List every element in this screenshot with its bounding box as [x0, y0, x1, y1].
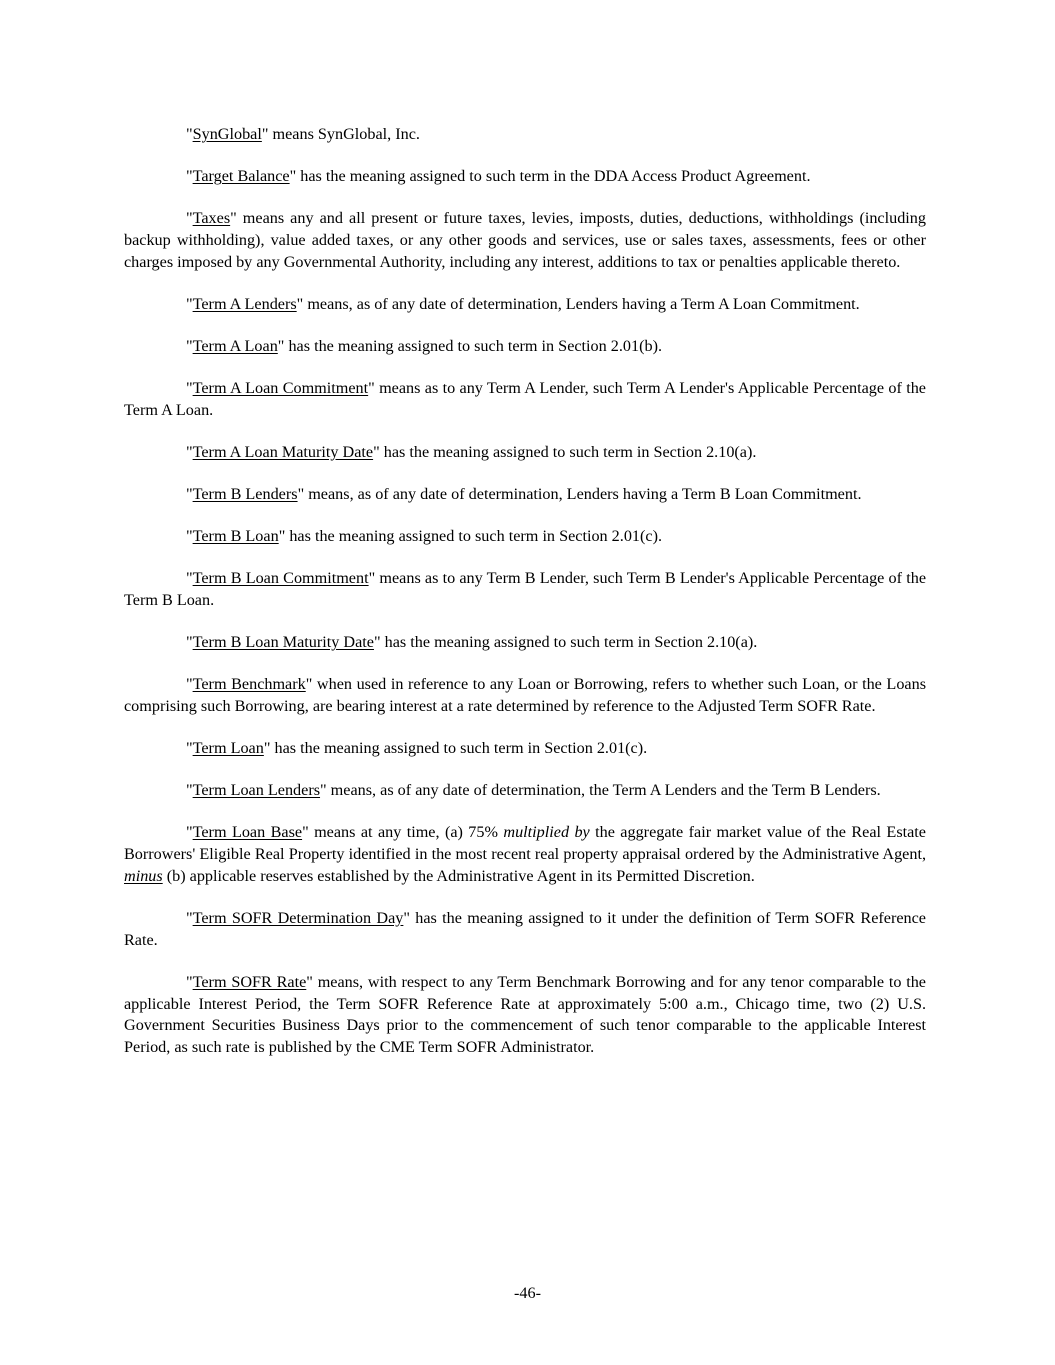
- italic-phrase: multiplied by: [503, 823, 590, 842]
- definition-term-sofr-determination-day: [124, 908, 926, 952]
- defined-term: Term SOFR Rate: [192, 972, 307, 991]
- open-quote: ": [186, 209, 193, 228]
- definition-term-a-loan: [124, 336, 926, 358]
- defined-term: Term A Loan Commitment: [192, 379, 369, 398]
- definition-text: " means as to any Term B Lender, such Term B Lender's Applicable Percentage of the Term B Loan.: [124, 569, 927, 610]
- open-quote: ": [186, 485, 193, 504]
- definition-term-loan-base: [124, 822, 926, 887]
- definition-text: " has the meaning assigned to such term in Section 2.01(b).: [277, 336, 663, 355]
- open-quote: ": [186, 823, 193, 842]
- definition-text: " has the meaning assigned to such term in Section 2.10(a).: [373, 633, 758, 652]
- definition-term-a-loan-commitment: [124, 378, 926, 422]
- definition-text: " has the meaning assigned to such term in Section 2.10(a).: [373, 442, 757, 461]
- defined-term: Term A Loan: [192, 336, 278, 355]
- definition-text: " means, as of any date of determination, the Term A Lenders and the Term B Lenders.: [320, 781, 881, 800]
- definition-text: " means, as of any date of determination, Lenders having a Term A Loan Commitment.: [296, 294, 860, 313]
- definition-term-b-loan: [124, 526, 926, 548]
- definition-target-balance: [124, 166, 926, 188]
- italic-underlined-phrase: minus: [124, 866, 163, 885]
- open-quote: ": [186, 908, 193, 927]
- open-quote: ": [186, 336, 193, 355]
- definition-term-a-lenders: [124, 294, 926, 316]
- open-quote: ": [186, 294, 193, 313]
- page-number: -46-: [514, 1284, 541, 1302]
- open-quote: ": [186, 972, 193, 991]
- open-quote: ": [186, 569, 193, 588]
- open-quote: ": [186, 739, 193, 758]
- definition-taxes: [124, 208, 926, 273]
- definition-term-b-lenders: [124, 484, 926, 506]
- open-quote: ": [186, 442, 193, 461]
- definition-text: " means SynGlobal, Inc.: [261, 125, 420, 143]
- definition-synglobal: [124, 124, 926, 146]
- open-quote: ": [186, 781, 193, 800]
- definition-term-b-loan-maturity-date: [124, 632, 926, 654]
- definition-text: " means, with respect to any Term Benchmark Borrowing and for any tenor comparable to the applicable Interest Period, the Term SOFR Reference Rate at approximately 5:00 a.m., Chicago time, two (2) U.S. Government Securities Business Days prior to the commencement of such tenor comparable to the applicable Interest Period, as such rate is published by the CME Term SOFR Administrator.: [124, 972, 926, 1057]
- open-quote: ": [186, 633, 193, 652]
- definition-term-a-loan-maturity-date: [124, 442, 926, 464]
- definition-text: " has the meaning assigned to such term in Section 2.01(c).: [278, 527, 663, 546]
- definition-text: " means, as of any date of determination, Lenders having a Term B Loan Commitment.: [297, 485, 862, 504]
- definition-text: " means at any time, (a) 75%: [302, 823, 504, 842]
- open-quote: ": [186, 379, 193, 398]
- defined-term: Term B Loan Commitment: [192, 569, 369, 588]
- definition-text: (b) applicable reserves established by the Administrative Agent in its Permitted Discretion.: [162, 866, 755, 885]
- open-quote: ": [186, 167, 193, 186]
- definition-text: " when used in reference to any Loan or Borrowing, refers to whether such Loan, or the Loans comprising such Borrowing, are bearing interest at a rate determined by reference to the Adjusted Term SOFR Rate.: [124, 675, 926, 716]
- definition-term-loan-lenders: [124, 780, 926, 802]
- open-quote: ": [186, 527, 193, 546]
- definition-term-b-loan-commitment: [124, 568, 926, 612]
- defined-term: Term Benchmark: [192, 675, 306, 694]
- definition-text: " means as to any Term A Lender, such Term A Lender's Applicable Percentage of the Term A Loan.: [124, 379, 926, 419]
- defined-term: Term SOFR Determination Day: [192, 908, 404, 927]
- defined-term: Term Loan: [192, 739, 264, 758]
- document-page: [124, 124, 926, 1079]
- defined-term: Term A Lenders: [192, 294, 297, 313]
- definition-term-benchmark: [124, 674, 926, 718]
- defined-term: Term B Loan Maturity Date: [192, 633, 374, 652]
- definition-text: " means any and all present or future taxes, levies, imposts, duties, deductions, withholdings (including backup withholding), value added taxes, or any other goods and services, use or sales taxes, assessments, fees or other charges imposed by any Governmental Authority, including any interest, additions to tax or penalties applicable thereto.: [124, 209, 926, 271]
- definition-text: " has the meaning assigned to such term in the DDA Access Product Agreement.: [289, 167, 811, 186]
- defined-term: Target Balance: [192, 167, 290, 186]
- defined-term: Term A Loan Maturity Date: [192, 442, 374, 461]
- definition-text: " has the meaning assigned to such term in Section 2.01(c).: [263, 739, 648, 758]
- defined-term: Term Loan Lenders: [192, 781, 321, 800]
- defined-term: Term B Loan: [192, 527, 279, 546]
- open-quote: ": [186, 125, 193, 143]
- definition-term-loan: [124, 738, 926, 760]
- definition-text: " has the meaning assigned to it under the definition of Term SOFR Reference Rate.: [124, 908, 926, 949]
- definition-text: the aggregate fair market value of the Real Estate Borrowers' Eligible Real Property identified in the most recent real property appraisal ordered by the Administrative Agent,: [124, 823, 926, 864]
- defined-term: SynGlobal: [192, 125, 262, 143]
- open-quote: ": [186, 675, 193, 694]
- defined-term: Term Loan Base: [192, 823, 303, 842]
- defined-term: Taxes: [192, 209, 231, 228]
- defined-term: Term B Lenders: [192, 485, 298, 504]
- definition-term-sofr-rate: [124, 972, 926, 1059]
